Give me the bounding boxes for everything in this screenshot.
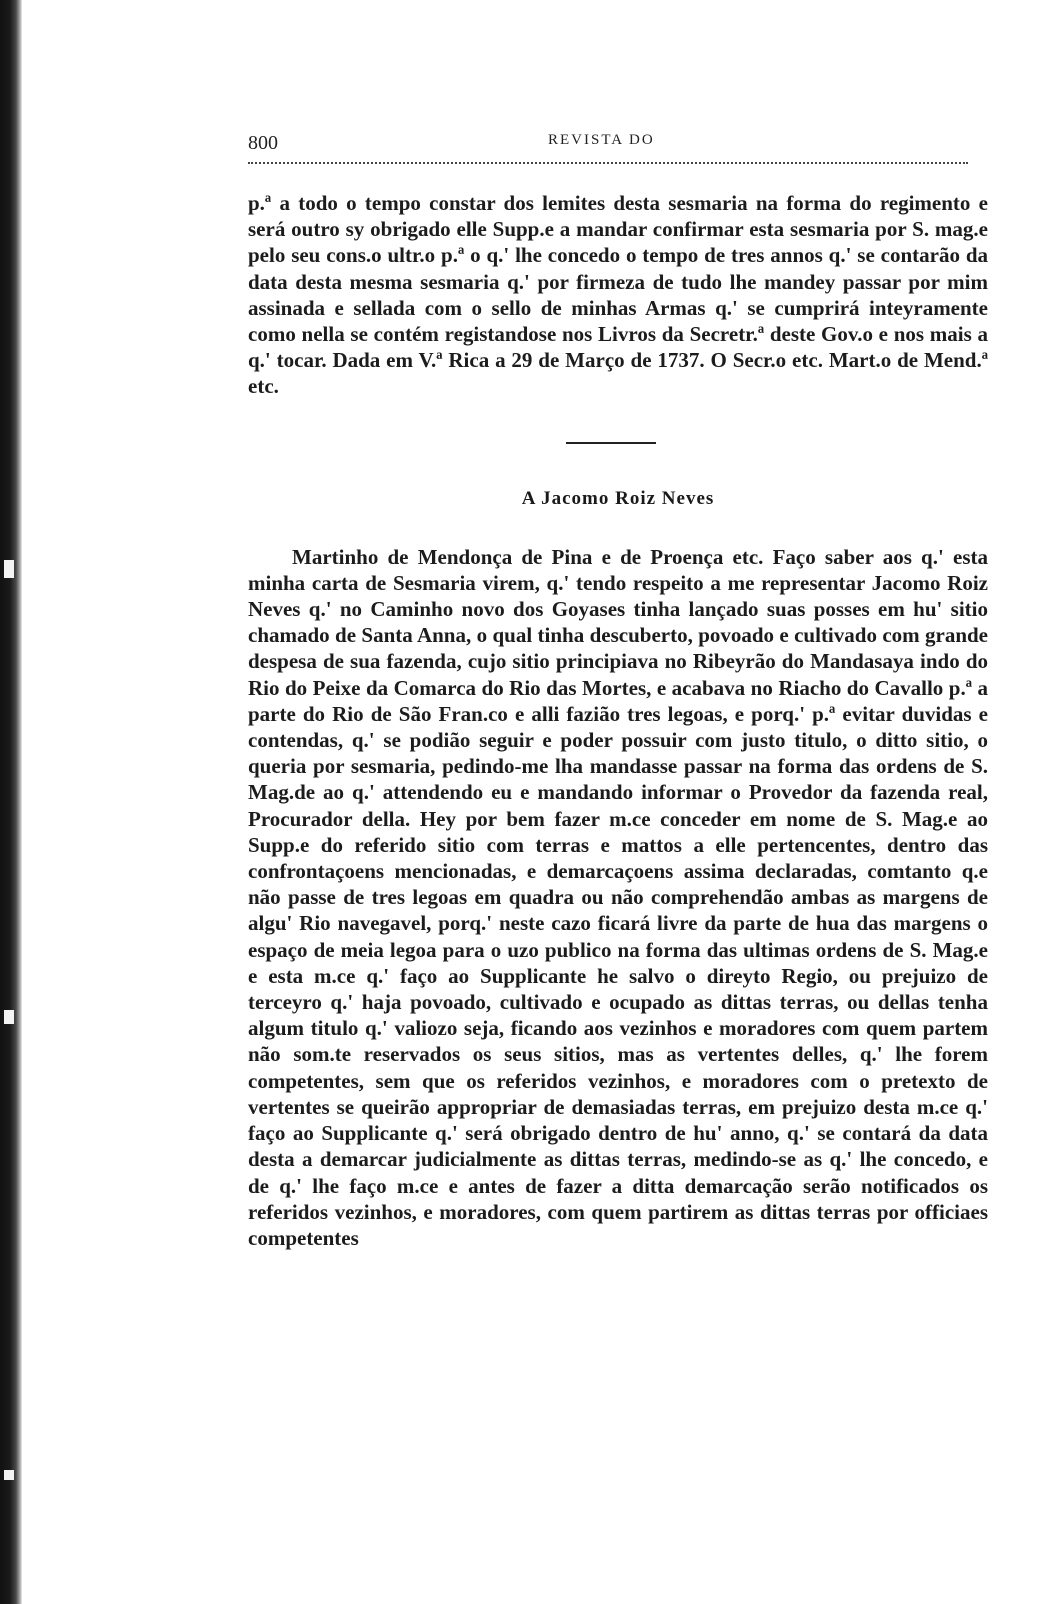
spine-scan-mark — [4, 560, 14, 578]
paragraph-body: Martinho de Mendonça de Pina e de Proença etc. Faço saber aos q.' esta minha carta de Sesmaria virem, q.' tendo respeito a me representar Jacomo Roiz Neves q.' no Caminho novo dos Goyases tinha lançado suas posses em hu' sitio chamado de Santa Anna, o qual tinha descuberto, povoado e cultivado com grande despesa de sua fazenda, cujo sitio principiava no Ribeyrão do Mandasaya indo do Rio do Peixe da Comarca do Rio das Mortes, e acabava no Riacho do Cavallo p.ª a parte do Rio de São Fran.co e alli fazião tres legoas, e porq.' p.ª evitar duvidas e contendas, q.' se podião seguir e poder possuir com justo titulo, o ditto sitio, o queria por sesmaria, pedindo-me lha mandasse passar na forma das ordens de S. Mag.de ao q.' attendendo eu e mandando informar o Provedor da fazenda real, Procurador della. Hey por bem fazer m.ce conceder em nome de S. Mag.e ao Supp.e do referido sitio com terras e mattos a elle pertencentes, dentro das confrontaçoens mencionadas, e demarcaçoens assima declaradas, comtanto q.e não passe de tres legoas em quadra ou não comprehendão ambas as margens de algu' Rio navegavel, porq.' neste cazo ficará livre da parte de hua das margens o espaço de meia legoa para o uzo publico na forma das ultimas ordens de S. Mag.e e esta m.ce q.' faço ao Supplicante he salvo o direyto Regio, ou prejuizo de terceyro q.' haja povoado, cultivado e ocupado as dittas terras, ou dellas tenha algum titulo q.' valiozo seja, ficando aos vezinhos e moradores com quem partem não som.te reservados os seus sitios, mas as vertentes delles, q.' lhe forem competentes, sem que os referidos vezinhos, e moradores com o pretexto de vertentes se queirão appropriar de demasiadas terras, em prejuizo desta m.ce q.' faço ao Supplicante q.' será obrigado dentro de hu' anno, q.' se contará da data desta a demarcar judicialmente as dittas terras, medindo-se as q.' lhe concedo, e de q.' lhe faço m.ce e antes de fazer a ditta demarcação serão notificados os referidos vezinhos, e moradores, com quem partirem as dittas terras por officiaes competentes — [248, 544, 988, 1250]
section-title: A Jacomo Roiz Neves — [521, 487, 715, 509]
running-head: REVISTA DO — [548, 132, 655, 148]
book-spine-shadow — [0, 0, 22, 1604]
section-divider — [566, 442, 656, 444]
header-rule — [248, 162, 968, 164]
spine-scan-mark — [4, 1470, 14, 1480]
paragraph-continuation: p.ª a todo o tempo constar dos lemites desta sesmaria na forma do regimento e será outro sy obrigado elle Supp.e a mandar confirmar esta sesmaria por S. mag.e pelo seu cons.o ultr.o p.ª o q.' lhe concedo o tempo de tres annos q.' se contarão da data desta mesma sesmaria q.' por firmeza de tudo lhe mandey passar por mim assinada e sellada com o sello de minhas Armas q.' se cumprirá inteyramente como nella se contém registandose nos Livros da Secretr.ª deste Gov.o e nos mais a q.' tocar. Dada em V.ª Rica a 29 de Março de 1737. O Secr.o etc. Mart.o de Mend.ª etc. — [248, 191, 988, 399]
page-number: 800 — [248, 132, 278, 154]
page-header — [248, 132, 988, 158]
document-page — [248, 132, 988, 1251]
spine-scan-mark — [4, 1010, 14, 1024]
